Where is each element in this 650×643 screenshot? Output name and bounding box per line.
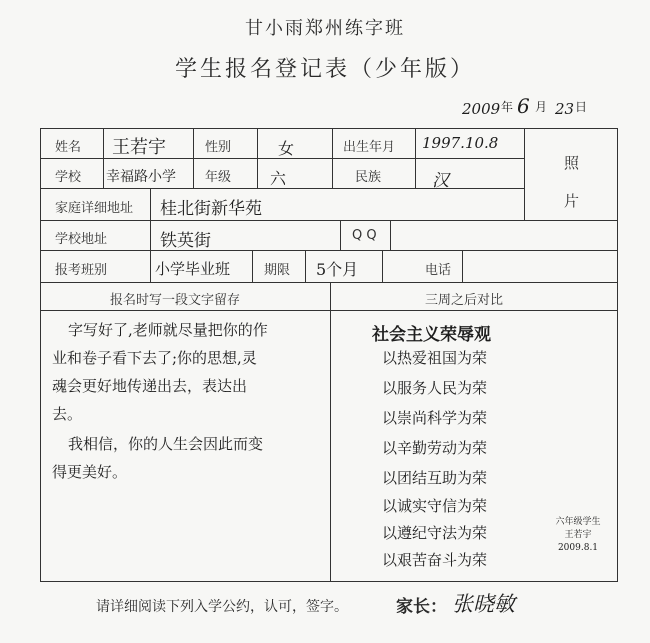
ethnicity-value: 汉: [432, 171, 449, 191]
writing-line: 我相信，你的人生会因此而变: [68, 435, 264, 453]
writing-line: 魂会更好地传递出去，表达出: [52, 377, 248, 395]
motto-line: 以崇尚科学为荣: [382, 409, 488, 427]
class-label: 报考班别: [55, 263, 108, 278]
school-value: 幸福路小学: [106, 169, 176, 185]
name-label: 姓名: [55, 140, 82, 155]
motto-line: 以艰苦奋斗为荣: [382, 551, 488, 569]
signoff-grade: 六年级学生: [555, 517, 601, 527]
phone-label: 电话: [425, 263, 452, 278]
school-address-value: 铁英街: [160, 231, 211, 251]
gender-value: 女: [278, 139, 295, 158]
motto-line: 以遵纪守法为荣: [382, 524, 488, 542]
left-section-header: 报名时写一段文字留存: [110, 293, 241, 308]
form-title: 学生报名登记表（少年版）: [174, 57, 475, 82]
motto-line: 以服务人民为荣: [382, 379, 488, 397]
parent-label: 家长：: [396, 597, 447, 617]
writing-paragraph-2: [52, 430, 327, 486]
signoff-name: 王若宇: [564, 530, 592, 540]
birth-label: 出生年月: [343, 140, 396, 155]
home-address-label: 家庭详细地址: [55, 201, 134, 216]
date-day: 23: [555, 100, 575, 118]
motto-title: 社会主义荣辱观: [372, 325, 491, 345]
birth-value: 1997.10.8: [422, 134, 499, 152]
date-year: 2009: [462, 100, 501, 118]
date-month: 6: [517, 94, 530, 118]
footer-instruction: 请详细阅读下列入学公约，认可，签字。: [96, 599, 348, 615]
motto-line: 以团结互助为荣: [382, 469, 488, 487]
class-value: 小学毕业班: [155, 260, 231, 278]
school-label: 学校: [55, 170, 82, 185]
motto-line: 以诚实守信为荣: [382, 497, 488, 515]
period-label: 期限: [264, 263, 291, 278]
signoff-date: 2009.8.1: [557, 543, 599, 553]
student-signoff: [543, 516, 613, 555]
parent-signature: 张晓敏: [452, 592, 515, 616]
motto-line: 以热爱祖国为荣: [382, 349, 488, 367]
name-value: 王若宇: [112, 137, 166, 158]
writing-line: 得更美好。: [52, 463, 128, 481]
writing-line: 字写好了,老师就尽量把你的作: [68, 321, 268, 339]
class-title: 甘小雨郑州练字班: [245, 18, 405, 39]
home-address-value: 桂北街新华苑: [160, 199, 262, 219]
ethnicity-label: 民族: [355, 170, 382, 185]
date-year-unit: 年: [501, 100, 514, 114]
grade-value: 六: [270, 169, 287, 188]
school-address-label: 学校地址: [55, 232, 108, 247]
qq-label: Q Q: [352, 228, 377, 243]
date-day-unit: 日: [575, 100, 588, 114]
writing-paragraph-1: [52, 316, 327, 428]
grade-label: 年级: [205, 170, 232, 185]
motto-line: 以辛勤劳动为荣: [382, 439, 488, 457]
writing-line: 去。: [52, 405, 83, 423]
photo-label-1: 照: [564, 154, 580, 172]
period-value: 5个月: [316, 260, 359, 279]
right-section-header: 三周之后对比: [425, 293, 504, 308]
writing-line: 业和卷子看下去了;你的思想,灵: [52, 349, 257, 367]
photo-label-2: 片: [564, 192, 580, 210]
gender-label: 性别: [205, 140, 232, 155]
date-month-unit: 月: [535, 100, 548, 114]
